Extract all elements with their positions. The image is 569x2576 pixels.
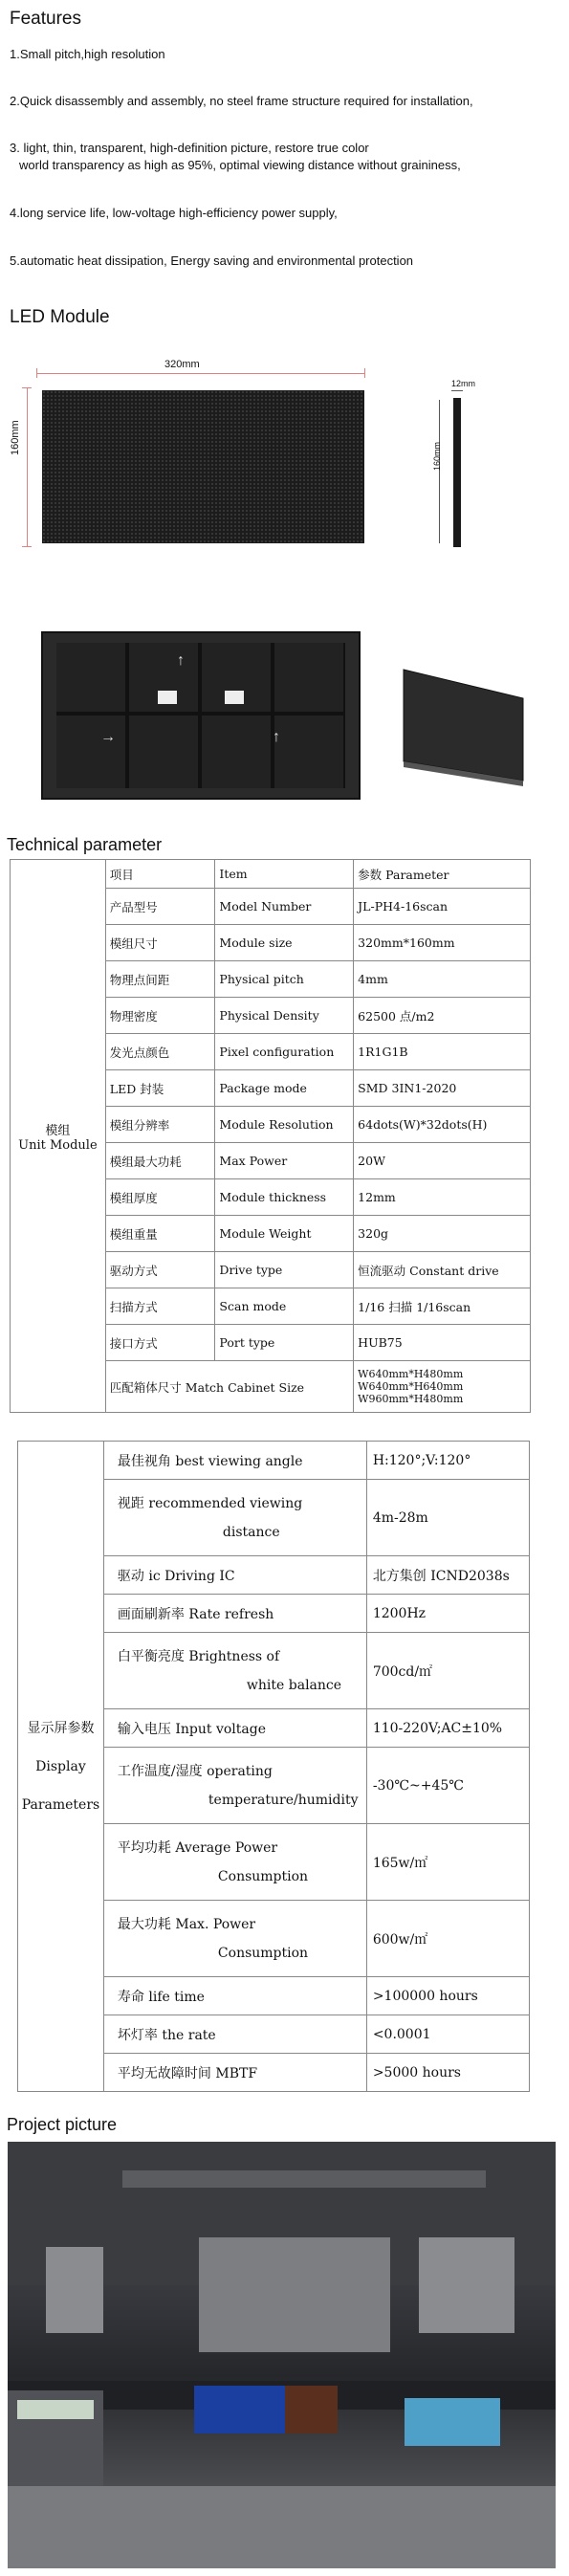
side-height-dimension-line [439,400,440,543]
param-label-line2: Consumption [217,1868,309,1884]
param-cn: 模组分辨率 [105,1107,215,1143]
param-value: 165w/㎡ [366,1824,529,1901]
param-value: -30℃~+45℃ [366,1748,529,1824]
display-params-label-en: Display [35,1758,86,1774]
depth-dimension-label: 12mm [451,379,476,388]
param-cn: 扫描方式 [105,1288,215,1325]
param-value: 4m-28m [366,1480,529,1556]
param-value: 320mm*160mm [354,925,531,961]
param-label-line1: 寿命 life time [117,1989,205,2005]
param-label [103,1824,366,1901]
param-value: <0.0001 [366,2015,529,2054]
param-label [103,1595,366,1633]
features-title: Features [10,9,81,29]
project-photo [8,2142,556,2568]
param-value: 20W [354,1143,531,1179]
param-value: 参数 Parameter [354,860,531,889]
feature-item-4: 4.long service life, low-voltage high-efficiency power supply, [10,206,338,220]
param-label-line1: 平均无故障时间 MBTF [117,2065,258,2081]
param-cn: 物理点间距 [105,961,215,998]
param-label-line1: 平均功耗 Average Power [117,1839,278,1856]
param-en: Pixel configuration [215,1034,354,1070]
cabinet-size-values [354,1361,531,1413]
cabinet-size-value: W640mm*H480mm [358,1368,464,1380]
feature-item-5: 5.automatic heat dissipation, Energy saving and environmental protection [10,253,414,268]
param-cn: 驱动方式 [105,1252,215,1288]
feature-item-3b: world transparency as high as 95%, optimal viewing distance without graininess, [19,158,461,172]
tech-title: Technical parameter [7,835,163,854]
param-label-line1: 输入电压 Input voltage [117,1721,267,1737]
height-dimension-line [27,387,28,546]
param-en: Model Number [215,889,354,925]
param-value: 62500 点/m2 [354,998,531,1034]
param-cn: 模组厚度 [105,1179,215,1216]
cabinet-size-value: W640mm*H640mm [358,1380,464,1393]
param-en: Module size [215,925,354,961]
param-en: Module Weight [215,1216,354,1252]
param-en: Item [215,860,354,889]
param-value: 64dots(W)*32dots(H) [354,1107,531,1143]
side-height-dimension-label: 160mm [432,441,442,471]
param-label [103,1977,366,2015]
param-cn: 产品型号 [105,889,215,925]
param-label-line1: 驱动 ic Driving IC [117,1568,235,1584]
feature-item-3: 3. light, thin, transparent, high-definition picture, restore true color [10,141,369,155]
arrow-up-icon: ↑ [273,729,280,745]
param-label [103,1901,366,1977]
param-en: Physical Density [215,998,354,1034]
param-value: 12mm [354,1179,531,1216]
param-en: Package mode [215,1070,354,1107]
param-en: Module Resolution [215,1107,354,1143]
param-value: 4mm [354,961,531,998]
param-label-line1: 坏灯率 the rate [117,2027,216,2043]
width-dimension-label: 320mm [164,359,200,370]
param-value: SMD 3IN1-2020 [354,1070,531,1107]
width-dimension-tick-right [364,368,365,378]
led-module-side-image [453,398,461,547]
project-title: Project picture [7,2115,118,2134]
arrow-up-icon: ↑ [177,652,185,669]
param-value: 600w/㎡ [366,1901,529,1977]
param-label [103,1556,366,1595]
param-label-line1: 视距 recommended viewing [117,1495,303,1511]
param-label-line1: 最大功耗 Max. Power [117,1916,256,1932]
param-value: JL-PH4-16scan [354,889,531,925]
param-label [103,1633,366,1709]
param-cn: 模组尺寸 [105,925,215,961]
param-en: Max Power [215,1143,354,1179]
feature-item-2: 2.Quick disassembly and assembly, no steel frame structure required for installation, [10,94,473,108]
cabinet-size-label: 匹配箱体尺寸 Match Cabinet Size [105,1361,353,1413]
height-dimension-tick-top [22,387,32,388]
param-value: 1200Hz [366,1595,529,1633]
led-module-title: LED Module [10,307,110,327]
param-cn: 模组最大功耗 [105,1143,215,1179]
param-cn: LED 封装 [105,1070,215,1107]
param-cn: 接口方式 [105,1325,215,1361]
display-table [17,1441,530,2092]
led-module-back-image [41,631,361,800]
param-label [103,2015,366,2054]
param-value: 110-220V;AC±10% [366,1709,529,1748]
unit-module-label-en: Unit Module [18,1137,98,1153]
param-label-line1: 工作温度/湿度 operating [117,1763,273,1779]
param-label [103,1709,366,1748]
width-dimension-line [36,373,364,374]
height-dimension-label: 160mm [10,420,21,455]
param-label-line2: Consumption [217,1945,309,1961]
param-en: Scan mode [215,1288,354,1325]
param-label-line2: temperature/humidity [208,1792,359,1808]
param-cn: 模组重量 [105,1216,215,1252]
param-value: H:120°;V:120° [366,1442,529,1480]
arrow-right-icon: → [100,729,116,745]
height-dimension-tick-bottom [22,546,32,547]
param-cn: 物理密度 [105,998,215,1034]
param-label-line1: 画面刷新率 Rate refresh [117,1606,274,1622]
depth-dimension-line [451,390,463,391]
unit-module-group [11,860,106,1413]
param-label [103,1748,366,1824]
param-value: HUB75 [354,1325,531,1361]
param-label-line1: 最佳视角 best viewing angle [117,1453,303,1469]
param-label [103,1480,366,1556]
param-label [103,2054,366,2092]
led-module-perspective-image [399,658,528,792]
param-value: 1R1G1B [354,1034,531,1070]
param-cn: 发光点颜色 [105,1034,215,1070]
feature-item-1: 1.Small pitch,high resolution [10,47,165,61]
display-params-group [18,1442,104,2092]
unit-module-label-cn: 模组 [45,1123,71,1138]
param-value: 1/16 扫描 1/16scan [354,1288,531,1325]
tech-table [10,859,531,1413]
param-label-line2: white balance [246,1677,342,1693]
param-cn: 项目 [105,860,215,889]
cabinet-size-value: W960mm*H480mm [358,1393,464,1405]
param-value: >100000 hours [366,1977,529,2015]
param-label-line2: distance [222,1524,280,1540]
width-dimension-tick-left [36,368,37,378]
param-en: Port type [215,1325,354,1361]
param-value: >5000 hours [366,2054,529,2092]
param-en: Physical pitch [215,961,354,998]
param-en: Module thickness [215,1179,354,1216]
param-value: 恒流驱动 Constant drive [354,1252,531,1288]
table-row [11,860,531,889]
display-params-label-cn: 显示屏参数 [27,1720,95,1736]
display-params-label-en2: Parameters [21,1796,100,1813]
param-value: 700cd/㎡ [366,1633,529,1709]
param-en: Drive type [215,1252,354,1288]
param-label-line1: 白平衡亮度 Brightness of [117,1648,280,1664]
param-label [103,1442,366,1480]
led-module-front-image [42,390,364,543]
param-value: 320g [354,1216,531,1252]
table-row [18,1442,530,1480]
param-value: 北方集创 ICND2038s [366,1556,529,1595]
